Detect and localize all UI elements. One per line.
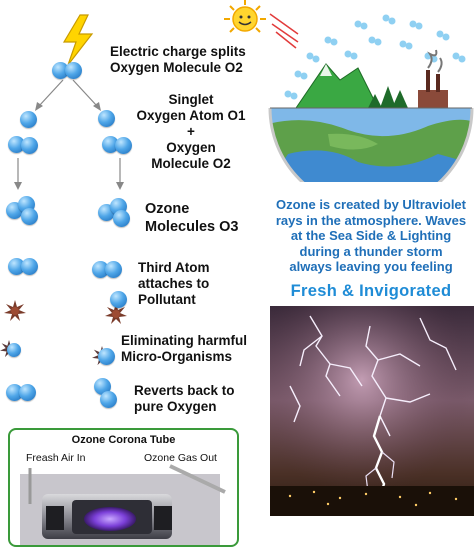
corona-tube-photo [10,464,237,545]
down-arrows [10,157,130,193]
ozone-molecule-left [6,196,42,226]
step-3-text: Ozone Molecules O3 [145,201,239,235]
atom-on-micro-organism [7,343,25,361]
oxygen-molecule-restored-right [94,378,124,412]
step-6-text: Reverts back to pure Oxygen [134,383,235,414]
singlet-oxygen-atom-right [98,110,116,128]
ozone-corona-tube-panel [8,428,239,547]
oxygen-molecule-step4-left [8,258,42,276]
singlet-oxygen-atom-left [20,111,38,129]
ozone-info-paragraph: Ozone is created by Ultraviolet rays in the atmosphere. Waves at the Sea Side & Lighting during a thunder storm always leaving you feeling [275,197,467,274]
lightning-bolt-icon [58,14,98,66]
thunderstorm-lightning-photo [270,306,474,516]
split-arrows [25,78,115,114]
ozone-molecule-right [98,198,134,228]
oxygen-molecule-restored-left [6,384,40,402]
earth-atmosphere-illustration [268,4,474,182]
atom-attached-to-pollutant [110,291,128,309]
step-1-text: Electric charge splits Oxygen Molecule O2 [110,44,246,75]
step-2-text: Singlet Oxygen Atom O1 + Oxygen Molecule O2 [136,92,246,171]
sun-icon [222,0,268,36]
oxygen-molecule-step4-right [92,261,126,279]
step-5-text: Eliminating harmful Micro-Organisms [121,333,248,364]
pollutant-icon [4,300,26,322]
tube-title: Ozone Corona Tube [71,434,176,446]
oxygen-molecule-left [8,136,42,154]
ozone-gas-out-label: Ozone Gas Out [144,452,217,464]
atom-eliminating [98,348,116,366]
step-4-text: Third Atom attaches to Pollutant [138,260,210,307]
fresh-invigorated-highlight: Fresh & Invigorated [290,282,452,300]
fresh-air-in-label: Freash Air In [26,452,86,464]
